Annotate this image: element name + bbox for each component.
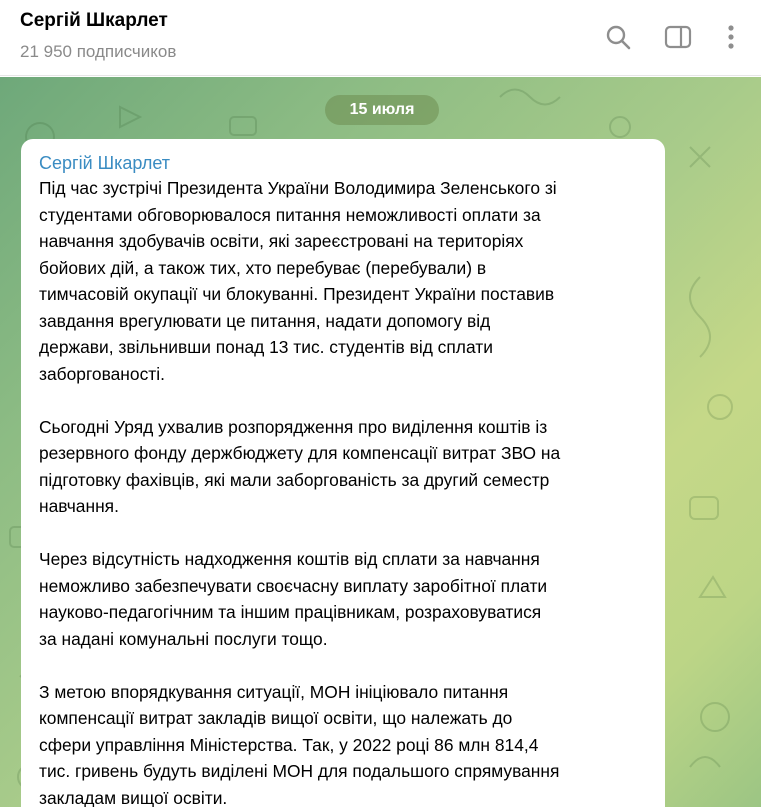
subscriber-count: 21 950 подписчиков: [20, 42, 177, 61]
message-line: Сьогодні Уряд ухвалив розпорядження про виділення коштів із: [39, 416, 548, 437]
message-line: Через відсутність надходження коштів від сплати за навчання: [39, 549, 540, 569]
message-line: держави, звільнивши понад 13 тис. студентів від сплати: [39, 337, 493, 357]
message-paragraph: [39, 414, 647, 520]
message-line: заборгованості.: [39, 363, 165, 384]
search-icon: [605, 24, 631, 50]
message-paragraph: [39, 546, 647, 652]
message-line: тимчасовій окупації чи блокуванні. Президент України поставив: [39, 284, 555, 304]
message-line: завдання врегулювати це питання, надати допомогу від: [39, 310, 491, 331]
message-line: З метою впорядкування ситуації, МОН ініціювало питання: [39, 681, 509, 702]
message-paragraph: [39, 679, 647, 807]
message-text: [39, 175, 647, 807]
date-separator: 15 июля: [325, 95, 439, 125]
message-line: за надані комунальні послуги тощо.: [39, 628, 328, 649]
message-line: студентами обговорювалося питання неможливості оплати за: [39, 204, 541, 225]
message-line: науково-педагогічним та іншим працівникам, розраховуватися: [39, 602, 542, 622]
message-bubble[interactable]: [21, 139, 665, 807]
channel-name[interactable]: Сергій Шкарлет: [20, 10, 168, 31]
message-line: сфери управління Міністерства. Так, у 2022 році 86 млн 814,4: [39, 734, 539, 755]
message-line: неможливо забезпечувати своєчасну виплату заробітної плати: [39, 575, 548, 596]
message-line: резервного фонду держбюджету для компенсації витрат ЗВО на: [39, 443, 561, 463]
chat-area[interactable]: [0, 77, 761, 807]
message-line: Під час зустрічі Президента України Володимира Зеленського зі: [39, 178, 557, 198]
message-sender[interactable]: Сергій Шкарлет: [39, 153, 170, 173]
message-line: навчання здобувачів освіти, які зареєстровані на територіях: [39, 231, 524, 251]
more-options-button[interactable]: [716, 20, 746, 54]
message-line: закладам вищої освіти.: [39, 787, 228, 807]
message-line: бойових дій, а також тих, хто перебуває (перебували) в: [39, 257, 487, 278]
sidebar-toggle-icon: [664, 25, 692, 49]
chat-header: [0, 0, 761, 76]
message-paragraph: [39, 175, 647, 387]
sidebar-toggle-button[interactable]: [663, 20, 693, 54]
more-vertical-icon: [727, 24, 735, 50]
search-button[interactable]: [603, 20, 633, 54]
message-line: навчання.: [39, 496, 119, 516]
message-line: компенсації витрат закладів вищої освіти, що належать до: [39, 708, 513, 728]
message-line: підготовку фахівців, які мали заборгованість за другий семестр: [39, 469, 550, 490]
message-line: тис. гривень будуть виділені МОН для подальшого спрямування: [39, 761, 560, 781]
